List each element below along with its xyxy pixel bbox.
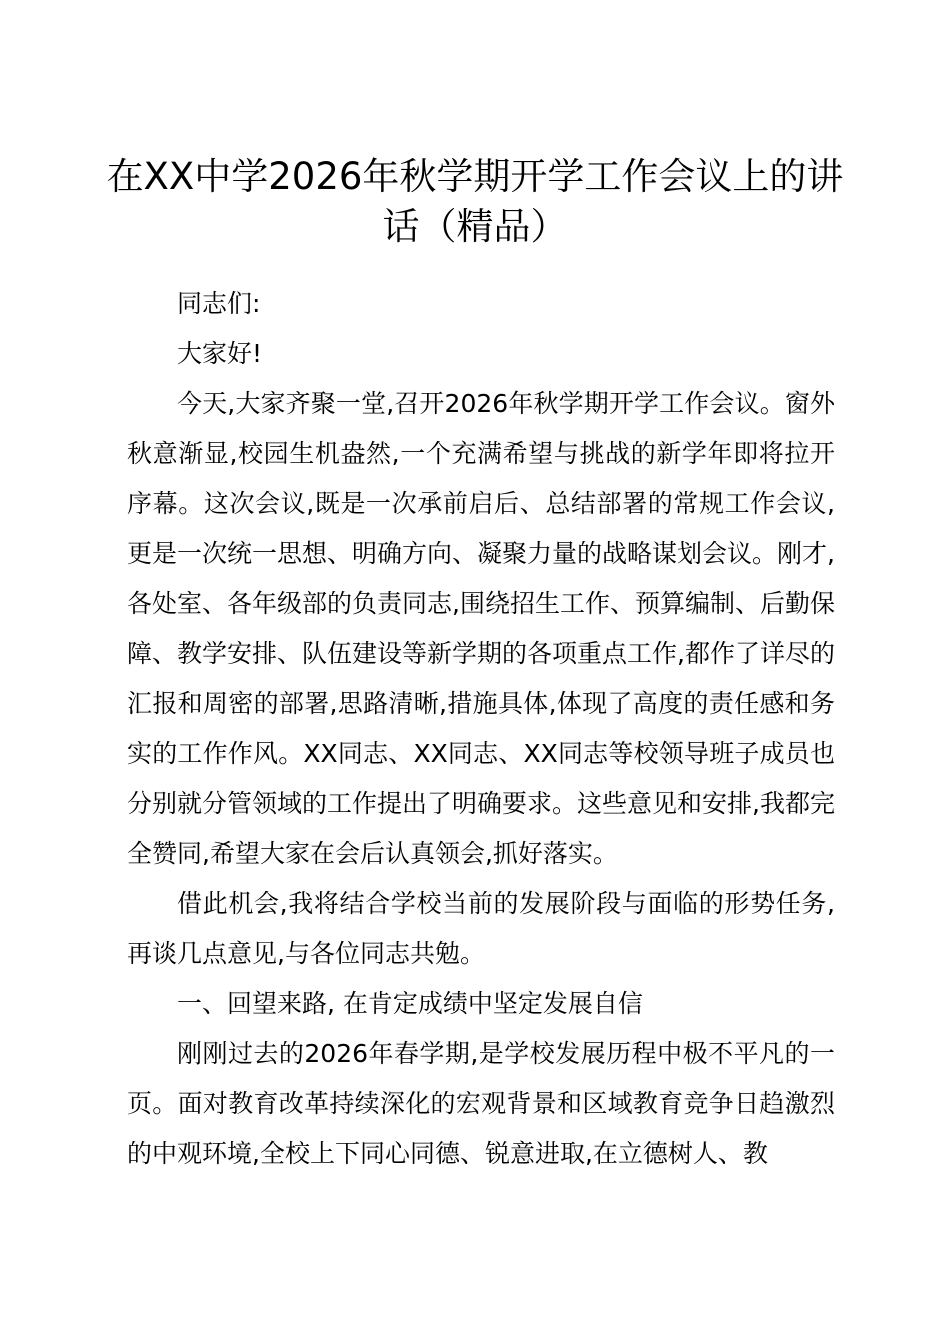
section-heading: 一、回望来路, 在肯定成绩中坚定发展自信 [177, 989, 643, 1018]
document-body [127, 279, 835, 1179]
salutation: 同志们: [177, 289, 261, 318]
document-title: 在XX中学2026年秋学期开学工作会议上的讲话（精品） [106, 155, 844, 248]
paragraph-opening: 今天,大家齐聚一堂,召开2026年秋学期开学工作会议。窗外秋意渐显,校园生机盎然,一个充满希望与挑战的新学年即将拉开序幕。这次会议,既是一次承前启后、总结部署的常规工作会议,更是一次统一思想、明确方向、凝聚力量的战略谋划会议。刚才,各处室、各年级部的负责同志,围绕招生工作、预算编制、后勤保障、教学安排、队伍建设等新学期的各项重点工作,都作了详尽的汇报和周密的部署,思路清晰,措施具体,体现了高度的责任感和务实的工作作风。XX同志、XX同志、XX同志等校领导班子成员也分别就分管领域的工作提出了明确要求。这些意见和安排,我都完全赞同,希望大家在会后认真领会,抓好落实。 [127, 389, 835, 868]
paragraph-transition: 借此机会,我将结合学校当前的发展阶段与面临的形势任务,再谈几点意见,与各位同志共勉。 [127, 889, 835, 968]
paragraph-section-one: 刚刚过去的2026年春学期,是学校发展历程中极不平凡的一页。面对教育改革持续深化的宏观背景和区域教育竞争日趋激烈的中观环境,全校上下同心同德、锐意进取,在立德树人、教 [127, 1039, 835, 1168]
greeting: 大家好! [177, 339, 263, 368]
